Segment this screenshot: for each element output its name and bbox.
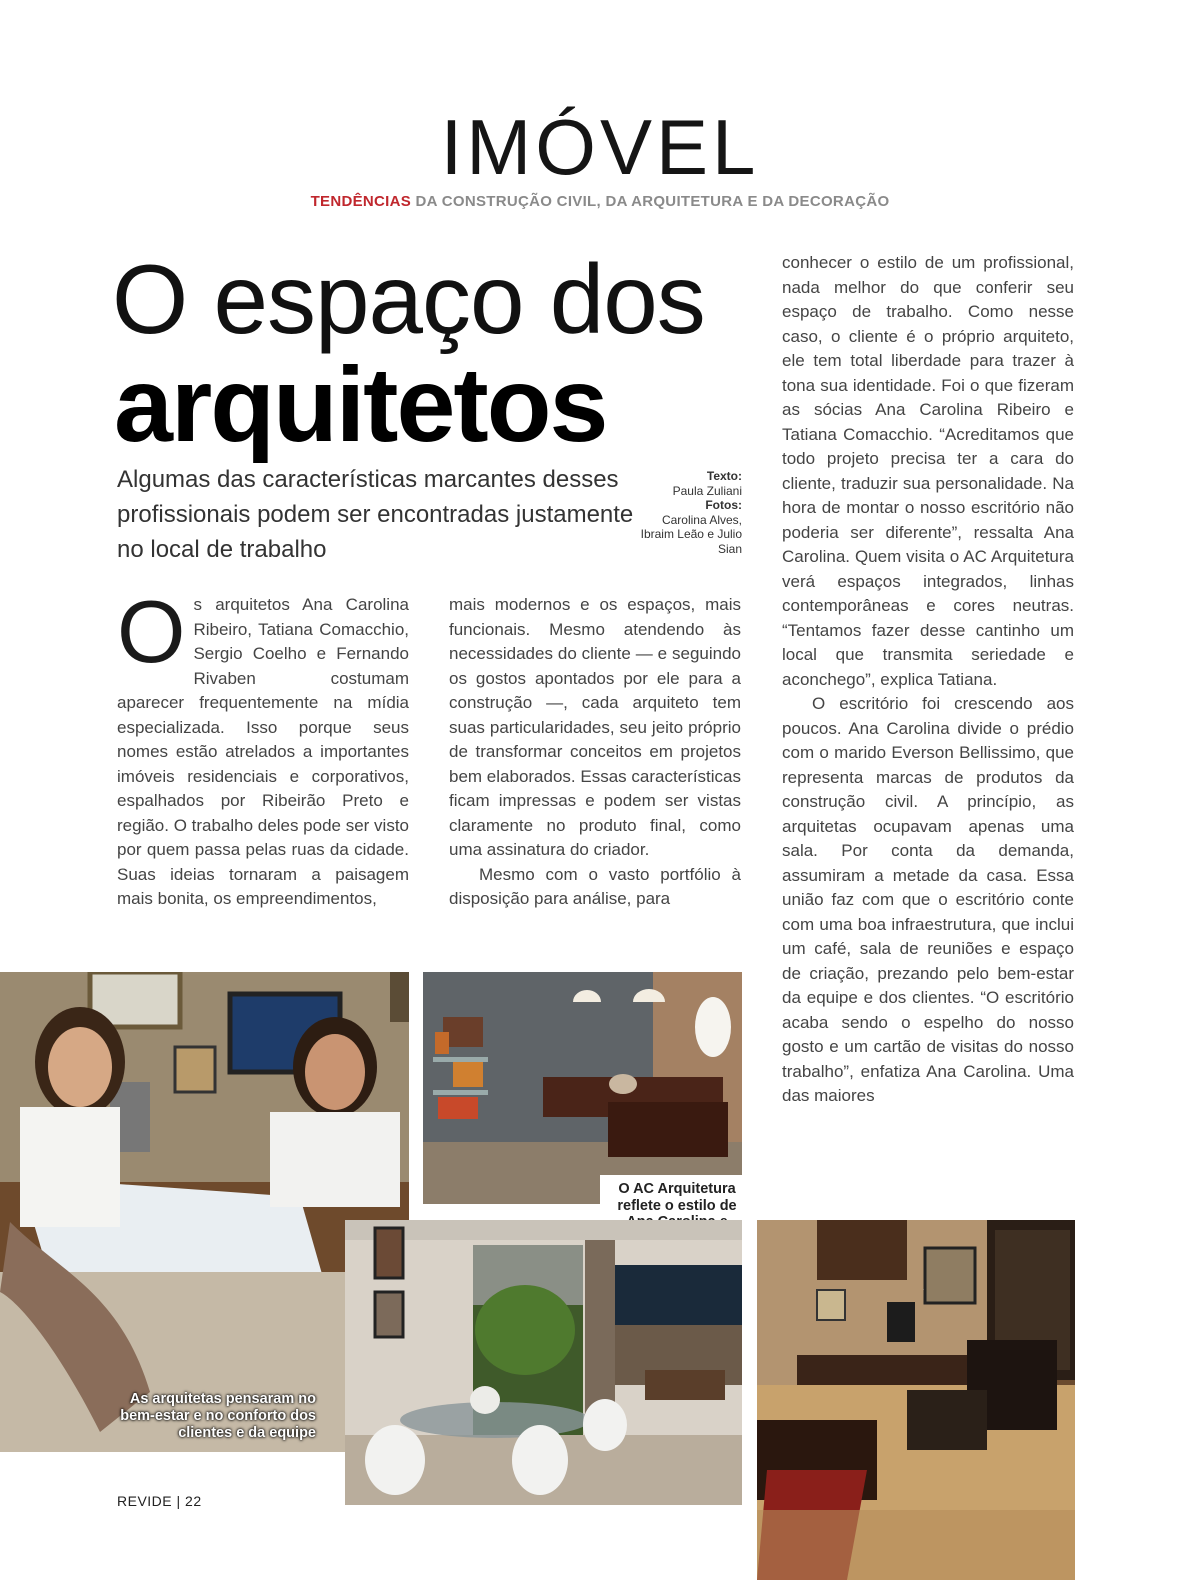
article-credits <box>630 469 742 556</box>
section-subtitle-accent: TENDÊNCIAS <box>310 193 412 210</box>
section-subtitle <box>0 193 1200 210</box>
section-title: IMÓVEL <box>440 103 760 191</box>
photo-cafe-corner <box>423 972 742 1204</box>
column-2-paragraph-2: Mesmo com o vasto portfólio à disposição para análise, para <box>449 864 741 908</box>
column-2-paragraph-1: mais modernos e os espaços, mais funcionais. Mesmo atendendo às necessidades do cliente — e seguindo os gostos apontados por ele para a construção —, cada arquiteto tem suas particularidades, seu jeito próprio de transformar conceitos em projetos bem elaborados. Essas características ficam impressas e podem ser vistas claramente no produto final, como uma assinatura do criador. <box>449 595 741 859</box>
column-3-paragraph-1: conhecer o estilo de um profissional, nada melhor do que conferir seu espaço de trabalho. Como nesse caso, o cliente é o próprio arquiteto, ele tem total liberdade para trazer à tona sua identidade. Foi o que fizeram as sócias Ana Carolina Ribeiro e Tatiana Comacchio. “Acreditamos que todo projeto precisa ter a cara do cliente, traduzir sua personalidade. Na hora de montar o nosso escritório não poderia ser diferente”, ressalta Ana Carolina. Quem visita o AC Arquitetura verá espaços integrados, linhas contemporâneas e cores neutras. “Tentamos fazer desse cantinho um local que transmita seriedade e aconchego”, explica Tatiana. <box>782 253 1074 689</box>
headline-line-2: arquitetos <box>114 346 607 464</box>
caption-photo-2: O AC Arquitetura reflete o estilo de <box>600 1175 754 1253</box>
body-column-1 <box>117 582 410 912</box>
page-folio: REVIDE | 22 <box>117 1493 202 1509</box>
column-1-paragraph-1: s arquitetos Ana Carolina Ribeiro, Tatiana Comacchio, Sergio Coelho e Fernando Rivaben costumam aparecer frequentemente na mídia especializada. Isso porque seus nomes estão atrelados a importantes imóveis residenciais e corporativos, espalhados por Ribeirão Preto e região. O trabalho deles pode ser visto por quem passa pelas ruas da cidade. Suas ideias tornaram a paisagem mais bonita, os empreendimentos, <box>117 595 410 908</box>
headline-line-1: O espaço dos <box>112 244 705 354</box>
credit-text-label: Texto: <box>706 469 742 483</box>
column-3-paragraph-2: O escritório foi crescendo aos poucos. Ana Carolina divide o prédio com o marido Everson Bellissimo, que representa marcas de produtos da construção civil. A princípio, as arquitetas ocupavam apenas uma sala. Por conta da demanda, assumiram a metade da casa. Essa união faz com que o escritório conte com uma boa infraestrutura, que inclui um café, sala de reuniões e espaço de criação, prezando pelo bem-estar da equipe e dos clientes. “O escritório acaba sendo o espelho do nosso gosto e um cartão de visitas do nosso trabalho”, enfatiza Ana Carolina. Uma das maiores <box>782 694 1074 1105</box>
caption-photo-1: As arquitetas pensaram no bem-estar e no conforto dos clientes e da equipe <box>120 1391 316 1441</box>
credit-text-author: Paula Zuliani <box>672 483 742 498</box>
article-deck: Algumas das características marcantes desses profissionais podem ser encontradas justamente no local de trabalho <box>117 466 634 563</box>
body-column-3 <box>782 251 1074 1109</box>
section-subtitle-rest: DA CONSTRUÇÃO CIVIL, DA ARQUITETURA E DA DECORAÇÃO <box>411 193 890 210</box>
credit-photo-authors: Carolina Alves, Ibraim Leão e Julio Sian <box>640 512 742 556</box>
photo-meeting-room <box>345 1220 742 1505</box>
credit-photo-label: Fotos: <box>705 498 742 512</box>
photo-office-desk <box>757 1220 1075 1580</box>
drop-cap: O <box>117 582 186 681</box>
body-column-2 <box>449 593 741 912</box>
